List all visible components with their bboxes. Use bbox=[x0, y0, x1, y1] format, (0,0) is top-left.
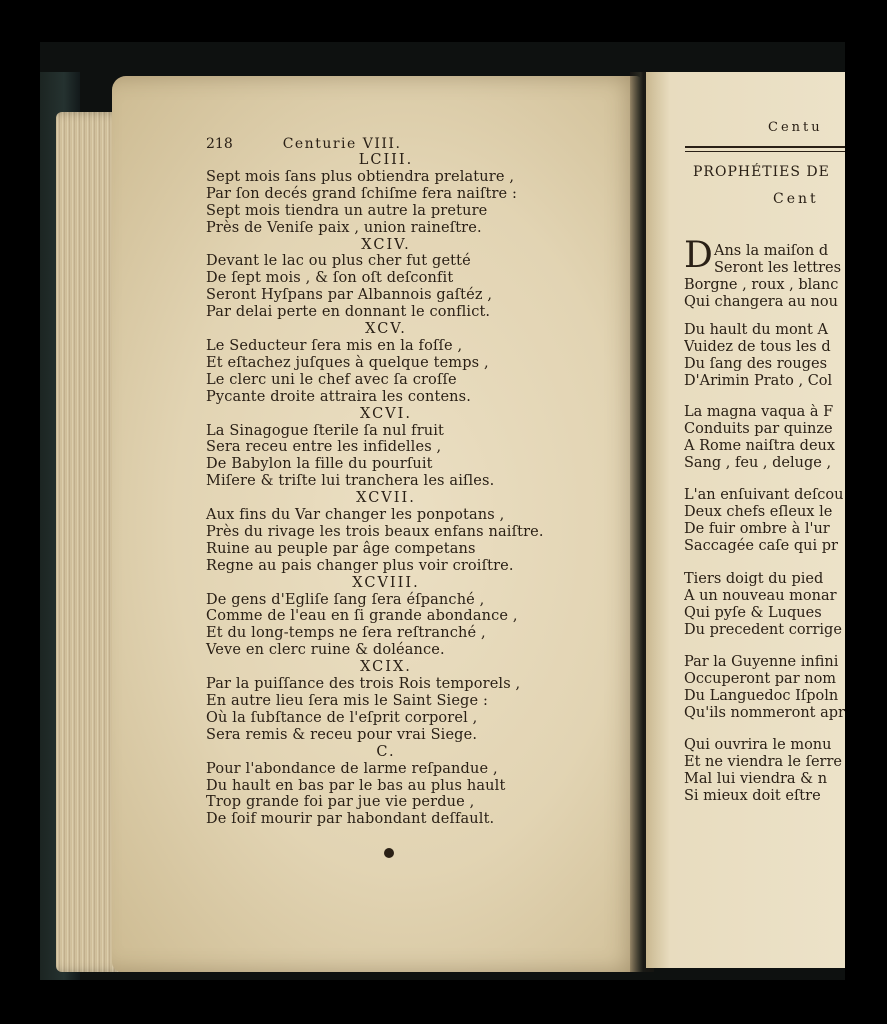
verse-line: De Babylon la fille du pourſuit bbox=[206, 456, 433, 473]
verse-line: A un nouveau monar bbox=[684, 587, 837, 604]
verse-line: Conduits par quinze bbox=[684, 420, 833, 437]
verse-line: Aux fins du Var changer les ponpotans , bbox=[206, 507, 505, 524]
head-rule bbox=[685, 146, 845, 152]
left-running-head bbox=[206, 136, 626, 152]
verse-line: Du hault en bas par le bas au plus hault bbox=[206, 777, 506, 794]
verse-line: Vuidez de tous les d bbox=[684, 338, 831, 355]
verse-line: De ſoif mourir par habondant deſfault. bbox=[206, 811, 495, 828]
verse-line: De fuir ombre à l'ur bbox=[684, 520, 830, 537]
right-quatrain bbox=[684, 243, 845, 311]
right-page-title: PROPHÉTIES DE bbox=[693, 164, 830, 180]
verse-line: Ans la maiſon d bbox=[714, 243, 829, 259]
verse-line: Et ne viendra le ſerre bbox=[684, 753, 842, 770]
drop-cap: D bbox=[684, 235, 713, 276]
verse-line: Borgne , roux , blanc bbox=[684, 276, 839, 293]
verse-line: Devant le lac ou plus cher fut getté bbox=[206, 253, 471, 270]
verse-line: Le Seducteur ſera mis en la foſſe , bbox=[206, 337, 463, 354]
verse-line: Du ſang des rouges bbox=[684, 355, 828, 372]
running-head-title: Centurie VIII. bbox=[282, 136, 402, 152]
verse-line: Près du rivage les trois beaux enfans naiſtre. bbox=[206, 523, 544, 540]
verse-line: Par la Guyenne infini bbox=[684, 654, 839, 670]
right-quatrain bbox=[684, 487, 845, 555]
left-page-text bbox=[206, 136, 626, 828]
verse-line: Pycante droite attraira les contens. bbox=[206, 388, 472, 405]
quatrain-numeral: XCIV. bbox=[361, 236, 411, 253]
quatrain-numeral: LCIII. bbox=[358, 152, 414, 168]
verse-line: Sang , feu , deluge , bbox=[684, 454, 832, 471]
verse-line: Qu'ils nommeront apr bbox=[684, 704, 845, 721]
quatrain-list bbox=[206, 152, 626, 828]
verse-line: Seront les lettres bbox=[714, 259, 842, 276]
verse-line: Du precedent corrige bbox=[684, 621, 842, 638]
verse-line: Le clerc uni le chef avec ſa croſſe bbox=[206, 371, 457, 388]
right-page-subtitle: Cent bbox=[773, 191, 819, 207]
quatrain-numeral: XCIX. bbox=[360, 659, 412, 676]
verse-line: Pour l'abondance de larme reſpandue , bbox=[206, 760, 498, 777]
verse-line: Et du long-temps ne ſera reſtranché , bbox=[206, 625, 486, 642]
quatrain-numeral: XCVI. bbox=[360, 405, 412, 422]
verse-line: Où la ſubſtance de l'eſprit corporel , bbox=[206, 709, 478, 726]
verse-line: De ſept mois , & ſon oſt deſconfit bbox=[206, 270, 454, 287]
verse-line: Du hault du mont A bbox=[684, 322, 828, 338]
verse-line: Deux chefs eſleux le bbox=[684, 503, 833, 520]
verse-line: Mal lui viendra & n bbox=[684, 770, 828, 787]
verse-line: Près de Veniſe paix , union raineſtre. bbox=[206, 219, 482, 236]
verse-line: Sept mois ſans plus obtiendra prelature , bbox=[206, 168, 515, 185]
verse-line: Par delai perte en donnant le conflict. bbox=[206, 304, 491, 321]
ornament-dot bbox=[384, 848, 394, 858]
verse-line: Par ſon decés grand ſchiſme fera naiſtre : bbox=[206, 185, 518, 202]
verse-line: Qui ouvrira le monu bbox=[684, 737, 832, 753]
verse-line: Veve en clerc ruine & doléance. bbox=[206, 642, 445, 659]
quatrain-numeral: XCV. bbox=[365, 321, 407, 338]
verse-line: Seront Hyſpans par Albannois gaſtéz , bbox=[206, 287, 493, 304]
verse-line: Si mieux doit eſtre bbox=[684, 787, 821, 804]
right-quatrain bbox=[684, 322, 845, 390]
verse-line: D'Arimin Prato , Col bbox=[684, 372, 833, 389]
right-quatrain bbox=[684, 404, 845, 472]
verse-line: La magna vaqua à F bbox=[684, 404, 834, 420]
verse-line: Comme de l'eau en ſi grande abondance , bbox=[206, 608, 518, 625]
right-quatrain bbox=[684, 571, 845, 639]
right-running-head: Centu bbox=[768, 120, 823, 135]
quatrain-numeral: XCVIII. bbox=[352, 574, 420, 591]
verse-line: Tiers doigt du pied bbox=[684, 571, 824, 587]
verse-line: Regne au pais changer plus voir croiſtre. bbox=[206, 557, 514, 574]
verse-line: En autre lieu ſera mis le Saint Siege : bbox=[206, 693, 489, 709]
verse-line: Sera receu entre les infidelles , bbox=[206, 439, 442, 456]
verse-line: Qui pyſe & Luques bbox=[684, 604, 822, 621]
verse-line: Du Languedoc Iſpoln bbox=[684, 687, 839, 704]
right-quatrain bbox=[684, 737, 845, 805]
verse-line: Sera remis & receu pour vrai Siege. bbox=[206, 726, 478, 743]
verse-line: Trop grande foi par jue vie perdue , bbox=[206, 794, 475, 811]
quatrain-numeral: XCVII. bbox=[356, 490, 416, 507]
verse-line: Et eſtachez juſques à quelque temps , bbox=[206, 354, 489, 371]
quatrain-numeral: C. bbox=[376, 743, 396, 760]
verse-line: De gens d'Egliſe ſang ſera éſpanché , bbox=[206, 591, 485, 608]
verse-line: Qui changera au nou bbox=[684, 293, 838, 310]
verse-line: Saccagée caſe qui pr bbox=[684, 537, 838, 554]
page-number: 218 bbox=[206, 136, 233, 152]
verse-line: Occuperont par nom bbox=[684, 670, 837, 687]
verse-line: Miſere & triſte lui tranchera les aiſles. bbox=[206, 473, 495, 490]
verse-line: Par la puiſſance des trois Rois temporels , bbox=[206, 676, 521, 693]
verse-line: Sept mois tiendra un autre la preture bbox=[206, 202, 488, 219]
verse-line: A Rome naiſtra deux bbox=[684, 437, 836, 454]
verse-line: Ruine au peuple par âge competans bbox=[206, 540, 476, 557]
verse-line: L'an enſuivant deſcou bbox=[684, 487, 844, 503]
right-quatrain bbox=[684, 654, 845, 722]
verse-line: La Sinagogue ſterile ſa nul fruit bbox=[206, 422, 445, 439]
